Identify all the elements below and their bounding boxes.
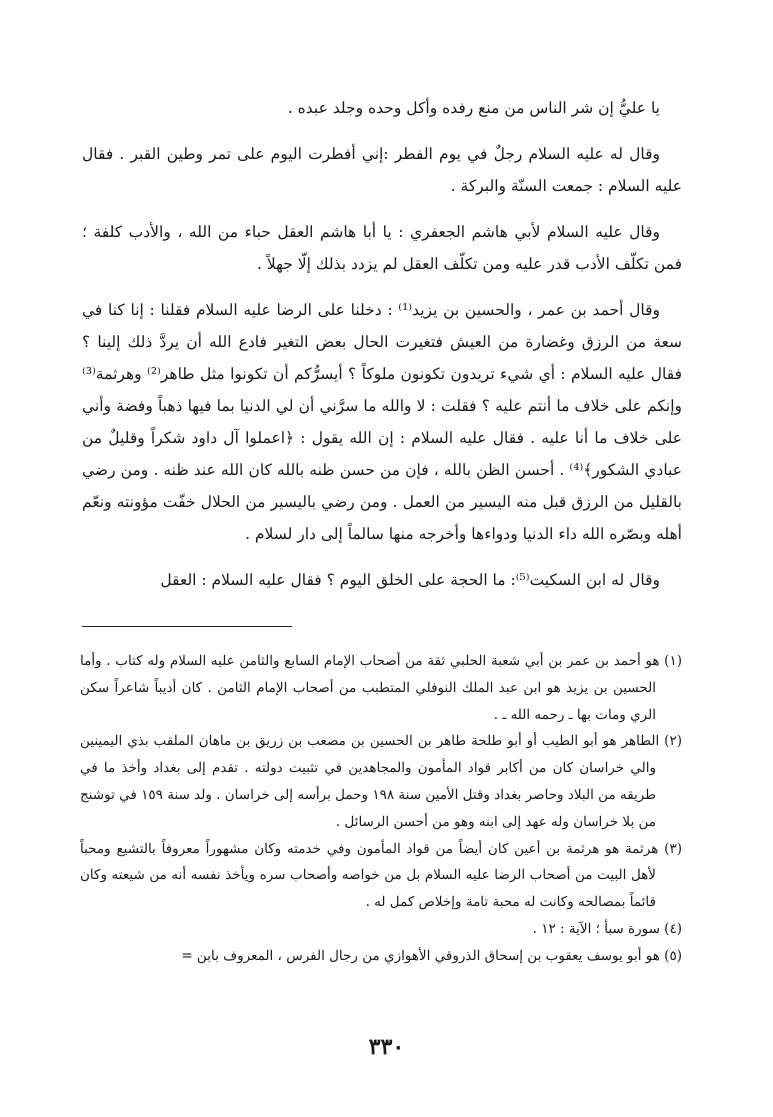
footnote-4: (٤) سورة سبأ ؛ الآية : ١٢ . [532, 920, 682, 937]
main-text [82, 92, 682, 596]
footnote-1: (١) هو أحمد بن عمر بن أبي شعبة الحلبي ثقة من أصحاب الإمام السابع والثامن عليه السلام وله كتاب . وأما الحسين بن يزيد هو ابن عبد الملك النوفلي المتطبب من أصحاب الإمام الثامن . كان أديباً شاعراً سكن الري ومات بها ـ رحمه الله ـ . [80, 653, 682, 723]
footnote-5: (٥) هو أبو يوسف يعقوب بن إسحاق الذروقي الأهوازي من رجال الفرس ، المعروف بابن = [181, 947, 682, 964]
footnote-separator [82, 626, 292, 627]
paragraph: وقال عليه السلام لأبي هاشم الجعفري : يا أبا هاشم العقل حباء من الله ، والأدب كلفة ؛ فمن تكلّف الأدب قدر عليه ومن تكلّف العقل لم يزدد بذلك إلّا جهلاً . [82, 223, 682, 273]
footnote-3: (٣) هرثمة هو هرثمة بن أعين كان أيضاً من قواد المأمون وفي خدمته وكان مشهوراً معروفاً بالتشيع ومحباً لأهل البيت من أصحاب الرضا عليه السلام بل من خواصه وأصحاب سره ويأخذ نفسه أنه من شيعته وكان قائماً بمصالحه وكانت له محبة تامة وإخلاص كمل له . [80, 840, 682, 911]
paragraph: يا عليُّ إن شر الناس من منع رفده وأكل وحده وجلد عبده . [287, 99, 660, 117]
paragraph: وقال أحمد بن عمر ، والحسين بن يزيد⁽¹⁾ : دخلنا على الرضا عليه السلام فقلنا : إنا كنا في سعة من الرزق وغضارة من العيش فتغيرت الحال بعض التغير فادع الله أن يردَّ ذلك إلينا ؟ فقال عليه السلام : أي شيء تريدون تكونون ملوكاً ؟ أيسرُّكم أن تكونوا مثل طاهر⁽²⁾ وهرثمة⁽³⁾ وإنكم على خلاف ما أنتم عليه ؟ فقلت : لا والله ما سرَّني أن لي الدنيا بما فيها ذهباً وفضة وأني على خلاف ما أنا عليه . فقال عليه السلام : إن الله يقول : ﴿اعملوا آل داود شكراً وقليلٌ من عبادي الشكور﴾⁽⁴⁾ . أحسن الظن بالله ، فإن من حسن ظنه بالله كان الله عند ظنه . ومن رضي بالقليل من الرزق قبل منه اليسير من العمل . ومن رضي باليسير من الحلال خفّت مؤونته ونعّم أهله وبصّره الله داء الدنيا ودواءها وأخرجه منها سالماً إلى دار لسلام . [82, 301, 682, 543]
page-number: ٣٣٠ [368, 1034, 405, 1060]
footnotes [80, 648, 682, 970]
paragraph: وقال له ابن السكيت⁽⁵⁾: ما الحجة على الخلق اليوم ؟ فقال عليه السلام : العقل [160, 571, 660, 589]
paragraph: وقال له عليه السلام رجلٌ في يوم الفطر :إني أفطرت اليوم على تمر وطين القبر . فقال عليه السلام : جمعت السنّة والبركة . [82, 145, 682, 195]
footnote-2: (٢) الطاهر هو أبو الطيب أو أبو طلحة طاهر بن الحسين بن مصعب بن زريق بن ماهان الملقب بذي اليمينين والي خراسان كان من أكابر قواد المأمون والمجاهدين في تثبيت دولته . تقدم إلى بغداد وأخذ ما في طريقه من البلاد وحاصر بغداد وقتل الأمين سنة ١٩٨ وحمل برأسه إلى خراسان . ولد سنة ١٥٩ في توشنج من بلا خراسان وله عهد إلى ابنه وهو من أحسن الرسائل . [80, 733, 682, 830]
